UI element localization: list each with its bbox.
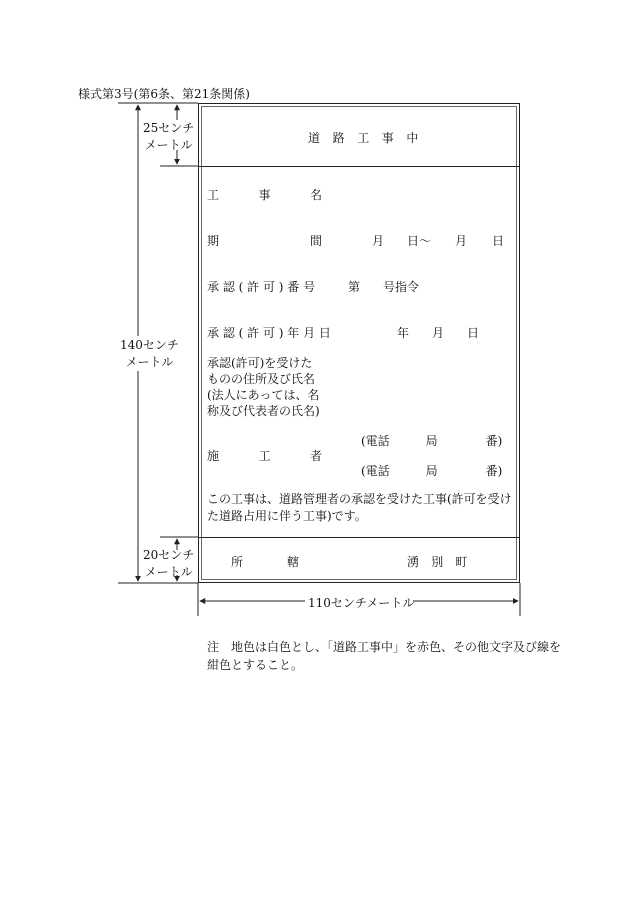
construction-name-char: 事 [258, 188, 271, 202]
jurisdiction-label-char: 轄 [286, 555, 299, 569]
dim-total-line: 140センチ [120, 338, 179, 352]
jurisdiction-office: 湧 別 町 [407, 555, 472, 569]
approval-number-label: 承 認 ( 許 可 ) 番 号 [207, 280, 316, 294]
period-day-2: 日 [492, 234, 505, 248]
period-month-2: 月 [455, 234, 468, 248]
period-day-1: 日〜 [407, 234, 432, 248]
period-label-char: 期 [207, 234, 220, 248]
contractor-label-char: 者 [309, 449, 322, 463]
statement-line: この工事は、道路管理者の承認を受けた工事(許可を受け [207, 492, 512, 506]
approval-date-year: 年 [397, 326, 410, 340]
recipient-line: (法人にあっては、名 [207, 388, 320, 402]
contractor-phone-1: (電話 局 番) [361, 434, 503, 448]
contractor-label-char: 施 [207, 449, 220, 463]
approval-date-month: 月 [432, 326, 445, 340]
form-number-header: 様式第3号(第6条、第21条関係) [78, 87, 250, 101]
approval-number-prefix: 第 [348, 280, 361, 294]
contractor-phone-2: (電話 局 番) [361, 464, 503, 478]
recipient-line: 承認(許可)を受けた [207, 356, 313, 370]
period-month-1: 月 [372, 234, 385, 248]
dim-top-line: 25センチ [143, 121, 195, 135]
construction-name-char: 工 [207, 188, 220, 202]
color-note: 注 地色は白色とし、「道路工事中」を赤色、その他文字及び線を紺色とすること。 [207, 640, 562, 672]
approval-date-label: 承 認 ( 許 可 ) 年 月 日 [207, 326, 331, 340]
approval-number-suffix: 号指令 [383, 280, 420, 294]
jurisdiction-label-char: 所 [231, 555, 244, 569]
dim-bottom-line: 20センチ [143, 548, 195, 562]
period-label-char: 間 [309, 234, 322, 248]
recipient-line: ものの住所及び氏名 [207, 372, 316, 386]
dim-top-label [143, 120, 194, 154]
construction-name-char: 名 [309, 188, 322, 202]
dim-total-label [120, 337, 179, 371]
dim-bottom-line: メートル [144, 565, 193, 579]
dim-top-line: メートル [144, 138, 193, 152]
sign-title: 道路工事中 [308, 131, 432, 145]
approval-date-day: 日 [467, 326, 480, 340]
dim-total-line: メートル [125, 355, 174, 369]
dim-width-label: 110センチメートル [308, 596, 415, 610]
dim-bottom-label [143, 547, 194, 581]
contractor-label-char: 工 [258, 449, 271, 463]
statement-line: た道路占用に伴う工事)です。 [207, 509, 367, 523]
recipient-line: 称及び代表者の氏名) [207, 404, 320, 418]
